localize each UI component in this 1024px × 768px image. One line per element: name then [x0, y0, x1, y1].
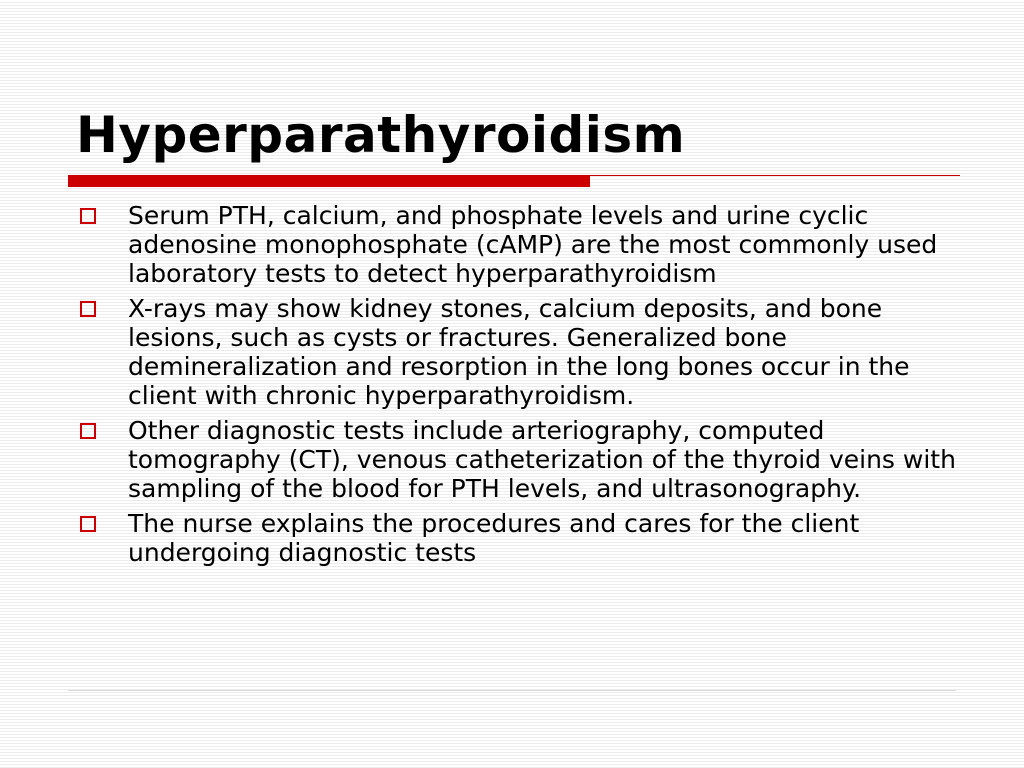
- hollow-square-bullet-icon: [80, 208, 96, 224]
- hollow-square-bullet-icon: [80, 516, 96, 532]
- bullet-item: [76, 294, 956, 410]
- bullet-text: Other diagnostic tests include arteriography, computed tomography (CT), venous catheterization of the thyroid veins with sampling of the blood for PTH levels, and ultrasonography.: [128, 416, 956, 503]
- footer-divider: [68, 690, 956, 691]
- slide-title: Hyperparathyroidism: [76, 106, 686, 164]
- hollow-square-bullet-icon: [80, 423, 96, 439]
- bullet-item: [76, 509, 956, 567]
- hollow-square-bullet-icon: [80, 301, 96, 317]
- bullet-text: X-rays may show kidney stones, calcium deposits, and bone lesions, such as cysts or fractures. Generalized bone demineralization and resorption in the long bones occur in the client with chronic hyperparathyroidism.: [128, 294, 910, 410]
- bullet-text: Serum PTH, calcium, and phosphate levels and urine cyclic adenosine monophosphate (cAMP) are the most commonly used laboratory tests to detect hyperparathyroidism: [128, 201, 938, 288]
- bullet-list: [76, 201, 956, 573]
- title-underline-accent: [68, 175, 590, 187]
- title-underline-thin: [590, 175, 960, 176]
- bullet-item: [76, 201, 956, 288]
- bullet-item: [76, 416, 956, 503]
- bullet-text: The nurse explains the procedures and cares for the client undergoing diagnostic tests: [128, 509, 860, 567]
